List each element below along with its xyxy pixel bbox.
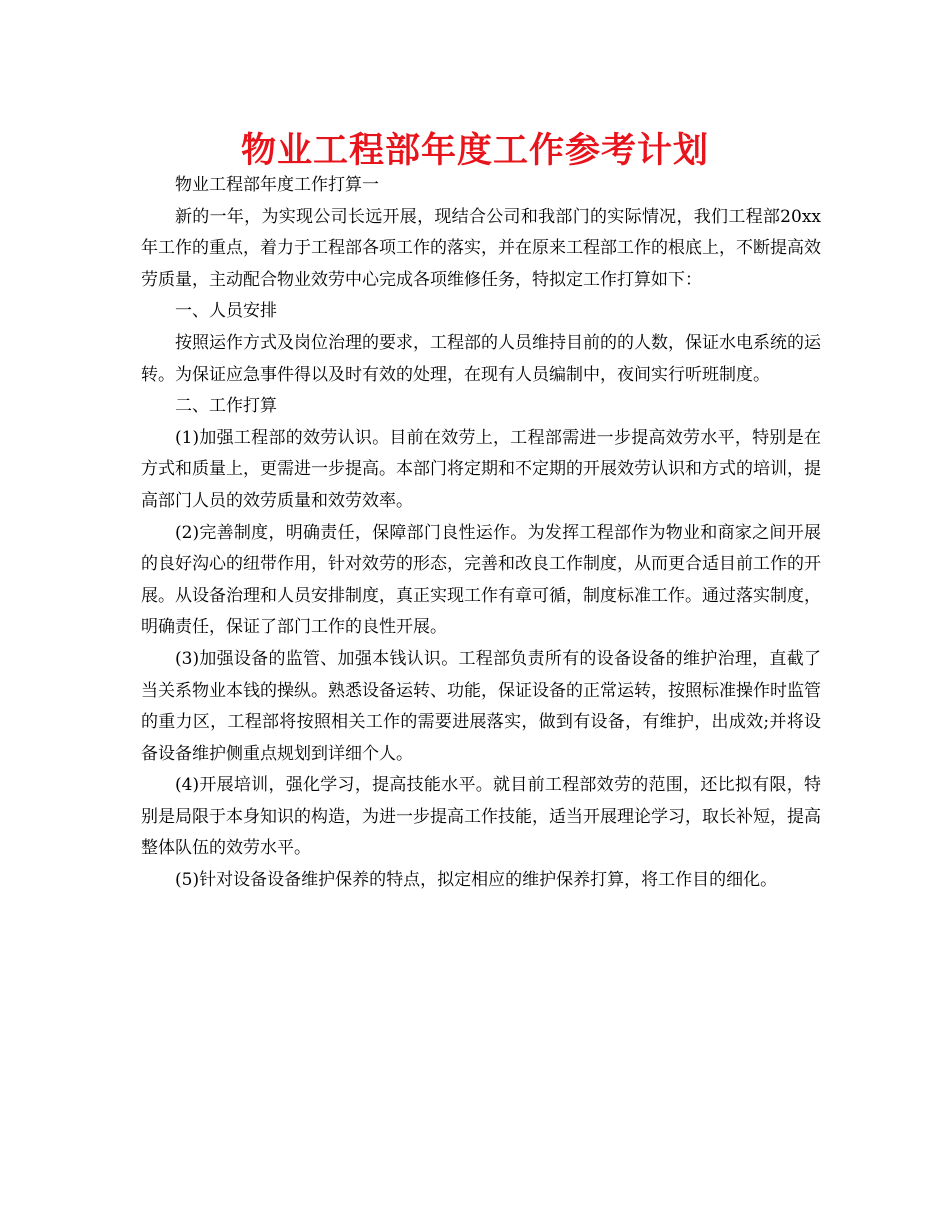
work-plan-item-2: (2)完善制度，明确责任，保障部门良性运作。为发挥工程部作为物业和商家之间开展的良好沟心的纽带作用，针对效劳的形态，完善和改良工作制度，从而更合适目前工作的开展。从设备治理和人员安排制度，真正实现工作有章可循，制度标准工作。通过落实制度，明确责任，保证了部门工作的良性开展。 — [141, 522, 821, 638]
staffing-paragraph: 按照运作方式及岗位治理的要求，工程部的人员维持目前的的人数，保证水电系统的运转。为保证应急事件得以及时有效的处理，在现有人员编制中，夜间实行听班制度。 — [141, 332, 821, 385]
document-body — [141, 170, 821, 897]
work-plan-item-3: (3)加强设备的监管、加强本钱认识。工程部负责所有的设备设备的维护治理，直截了当关系物业本钱的操纵。熟悉设备运转、功能，保证设备的正常运转，按照标准操作时监管的重力区，工程部将按照相关工作的需要进展落实，做到有设备，有维护，出成效;并将设备设备维护侧重点规划到详细个人。 — [141, 648, 821, 764]
intro-paragraph: 新的一年，为实现公司长远开展，现结合公司和我部门的实际情况，我们工程部20xx年工作的重点，着力于工程部各项工作的落实，并在原来工程部工作的根底上，不断提高效劳质量，主动配合物业效劳中心完成各项维修任务，特拟定工作打算如下： — [141, 206, 821, 290]
work-plan-item-5: (5)针对设备设备维护保养的特点，拟定相应的维护保养打算，将工作目的细化。 — [175, 870, 778, 891]
section-heading-staffing: 一、人员安排 — [175, 301, 277, 322]
document-title: 物业工程部年度工作参考计划 — [240, 130, 709, 171]
work-plan-item-1: (1)加强工程部的效劳认识。目前在效劳上，工程部需进一步提高效劳水平，特别是在方式和质量上，更需进一步提高。本部门将定期和不定期的开展效劳认识和方式的培训，提高部门人员的效劳质量和效劳效率。 — [141, 427, 821, 511]
section-heading-work-plan: 二、工作打算 — [175, 396, 277, 417]
work-plan-item-4: (4)开展培训，强化学习，提高技能水平。就目前工程部效劳的范围，还比拟有限，特别是局限于本身知识的构造，为进一步提高工作技能，适当开展理论学习，取长补短，提高整体队伍的效劳水平。 — [141, 775, 821, 859]
subtitle-paragraph: 物业工程部年度工作打算一 — [175, 175, 379, 195]
